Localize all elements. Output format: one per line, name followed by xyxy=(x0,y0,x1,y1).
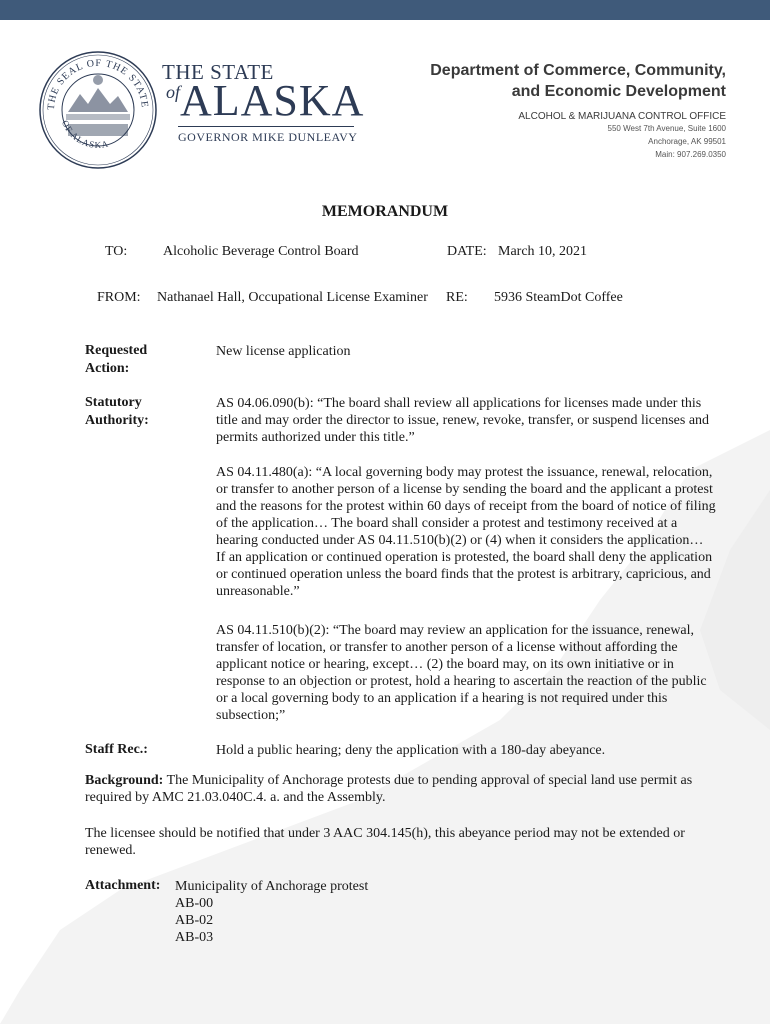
re-value: 5936 SteamDot Coffee xyxy=(494,290,623,305)
attachment-label: Attachment: xyxy=(85,878,161,893)
attachment-item: AB-03 xyxy=(175,930,214,945)
date-value: March 10, 2021 xyxy=(498,244,588,259)
seal-water xyxy=(66,114,130,120)
staff-rec-value: Hold a public hearing; deny the application with a 180-day abeyance. xyxy=(216,743,606,758)
re-label: RE: xyxy=(446,290,468,305)
authority-paragraph-2: AS 04.11.480(a): “A local governing body may protest the issuance, renewal, relocation, or transfer to another person of a license by sending the board and the applicant a protest and the reasons for the protest within 60 days of receipt from the board of notice of filing of the application… The board shall consider a protest and testimony received at a hearing conducted under AS 04.11.510(b)(2) or (4) when it considers the application… If an application or continued operation is protested, the board shall deny the application or continued operation unless the board finds that the protest is arbitrary, capricious, and unreasonable.” xyxy=(216,465,716,599)
seal-text-bottom: OF ALASKA xyxy=(59,118,110,150)
phone-number: Main: 907.269.0350 xyxy=(655,150,726,159)
department-block xyxy=(430,60,726,161)
requested-action-value: New license application xyxy=(216,344,351,359)
statutory-label-line-2: Authority: xyxy=(85,413,149,428)
authority-paragraph-1: AS 04.06.090(b): “The board shall review all applications for licenses made under this title and may order the director to issue, renew, revoke, transfer, or suspend licenses and permits authorized under this title.” xyxy=(216,396,710,445)
background-paragraph xyxy=(85,772,725,806)
governor-name: GOVERNOR MIKE DUNLEAVY xyxy=(178,130,358,144)
address-line-2: Anchorage, AK 99501 xyxy=(648,137,726,146)
seal-sun xyxy=(93,75,103,85)
requested-label-line-2: Action: xyxy=(85,361,130,376)
attachment-item: AB-02 xyxy=(175,913,214,928)
seal-mountains xyxy=(68,88,128,112)
requested-action-label xyxy=(85,342,147,378)
staff-rec-label: Staff Rec.: xyxy=(85,742,148,757)
to-label: TO: xyxy=(105,244,128,259)
requested-label-line-1: Requested xyxy=(85,343,148,358)
attachment-item: AB-00 xyxy=(175,896,214,911)
address-line-1: 550 West 7th Avenue, Suite 1600 xyxy=(607,124,726,133)
header-banner xyxy=(0,0,770,20)
department-line-2: and Economic Development xyxy=(511,83,726,100)
governor-divider xyxy=(178,126,354,127)
memo-title: MEMORANDUM xyxy=(321,203,449,220)
seal-text-top: THE SEAL OF THE STATE xyxy=(45,57,151,111)
statutory-label-line-1: Statutory xyxy=(85,395,142,410)
to-value: Alcoholic Beverage Control Board xyxy=(163,244,359,259)
background-label: Background: xyxy=(85,773,164,788)
state-of: of xyxy=(166,82,181,102)
seal-land xyxy=(68,124,128,136)
from-value: Nathanael Hall, Occupational License Examiner xyxy=(157,290,428,305)
department-line-1: Department of Commerce, Community, xyxy=(430,62,726,79)
attachment-item: Municipality of Anchorage protest xyxy=(175,879,369,894)
state-prefix: THE STATE xyxy=(162,60,274,84)
from-label: FROM: xyxy=(97,290,141,305)
background-text: The Municipality of Anchorage protests due to pending approval of special land use permit as required by AMC 21.03.040C.4. a. and the Assembly. xyxy=(85,773,693,805)
state-name: ALASKA xyxy=(180,76,365,125)
date-label: DATE: xyxy=(447,244,487,259)
licensee-note: The licensee should be notified that under 3 AAC 304.145(h), this abeyance period may not be extended or renewed. xyxy=(85,826,685,858)
office-name: ALCOHOL & MARIJUANA CONTROL OFFICE xyxy=(518,111,726,122)
statutory-authority-label xyxy=(85,394,149,430)
state-seal xyxy=(38,50,158,170)
authority-paragraph-3: AS 04.11.510(b)(2): “The board may review an application for the issuance, renewal, transfer of location, or transfer to another person of a license without affording the applicant notice or hearing, except… (2) the board may, on its own initiative or in response to an objection or protest, hold a hearing to ascertain the reaction of the public or a local governing body to an application if a hearing is not required under this subsection;” xyxy=(216,623,707,723)
